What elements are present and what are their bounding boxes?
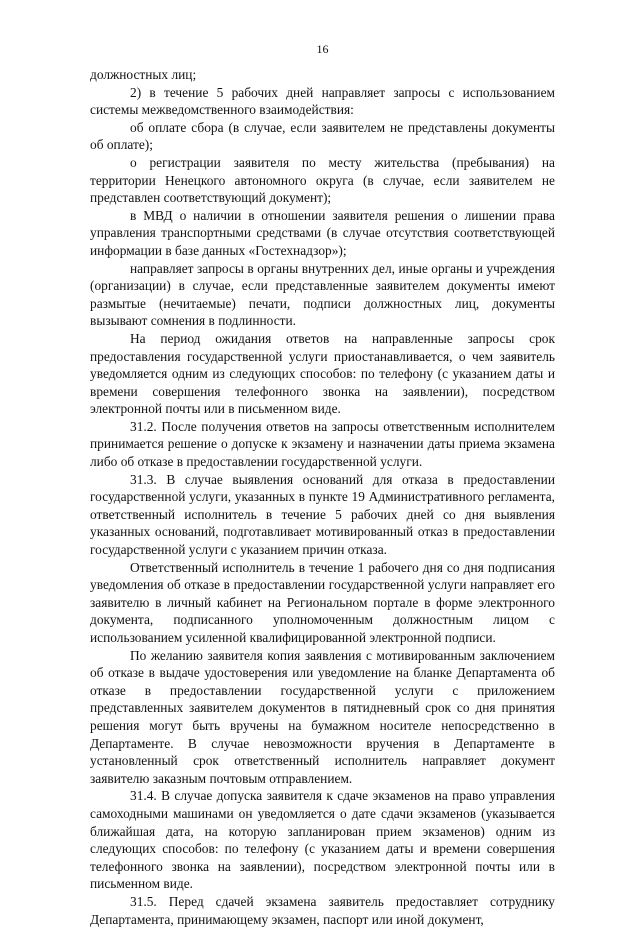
paragraph: 31.5. Перед сдачей экзамена заявитель предоставляет сотруднику Департамента, принимающему экзамен, паспорт или иной документ,: [90, 893, 555, 927]
paragraph: 2) в течение 5 рабочих дней направляет запросы с использованием системы межведомственного взаимодействия:: [90, 84, 555, 118]
paragraph: должностных лиц;: [90, 67, 197, 82]
paragraph: в МВД о наличии в отношении заявителя решения о лишении права управления транспортными средствами (в случае отсутствия соответствующей информации в базе данных «Гостехнадзор»);: [90, 207, 555, 258]
paragraph: 31.2. После получения ответов на запросы ответственным исполнителем принимается решение о допуске к экзамену и назначении даты приема экзамена либо об отказе в предоставлении государственной услуги.: [90, 418, 555, 470]
paragraph: Ответственный исполнитель в течение 1 рабочего дня со дня подписания уведомления об отказе в предоставлении государственной услуги направляет его заявителю в личный кабинет на Региональном портале в форме электронного документа, подписанного уполномоченным должностным лицом с использованием усиленной квалифицированной электронной подписи.: [90, 559, 555, 645]
paragraph: об оплате сбора (в случае, если заявителем не представлены документы об оплате);: [90, 119, 555, 153]
paragraph: 31.3. В случае выявления оснований для отказа в предоставлении государственной услуги, указанных в пункте 19 Административного регламента, ответственный исполнитель в течение 5 рабочих дней со дня выявления указанных оснований, подготавливает мотивированный отказ в предоставлении государственной услуги с указанием причин отказа.: [90, 471, 555, 558]
paragraph: 31.4. В случае допуска заявителя к сдаче экзаменов на право управления самоходными машинами он уведомляется о дате сдачи экзаменов (указывается ближайшая дата, на которую запланирован прием экзаменов) одним из следующих способов: по телефону (с указанием даты и времени совершения телефонного звонка на заявлении), посредством электронной почты или в письменном виде.: [90, 788, 555, 892]
paragraph: о регистрации заявителя по месту жительства (пребывания) на территории Ненецкого автономного округа (в случае, если заявителем не представлен соответствующий документ);: [90, 154, 555, 206]
document-body: [90, 66, 555, 928]
page-number: 16: [316, 42, 329, 56]
paragraph: По желанию заявителя копия заявления с мотивированным заключением об отказе в выдаче удостоверения или уведомление на бланке Департамента об отказе в предоставлении государственной услуги с приложением представленных заявителем документов в пятидневный срок со дня принятия решения могут быть вручены на бумажном носителе непосредственно в Департаменте. В случае невозможности вручения в Департаменте в установленный срок ответственный исполнитель направляет документ заявителю заказным почтовым отправлением.: [90, 647, 555, 786]
paragraph: направляет запросы в органы внутренних дел, иные органы и учреждения (организации) в случае, если представленные заявителем документы имеют размытые (нечитаемые) печати, подписи должностных лиц, документы вызывают сомнения в подлинности.: [90, 260, 555, 329]
document-page: [90, 0, 555, 928]
paragraph: На период ожидания ответов на направленные запросы срок предоставления государственной услуги приостанавливается, о чем заявитель уведомляется одним из следующих способов: по телефону (с указанием даты и времени совершения телефонного звонка на заявлении), посредством электронной почты или в письменном виде.: [90, 330, 555, 417]
